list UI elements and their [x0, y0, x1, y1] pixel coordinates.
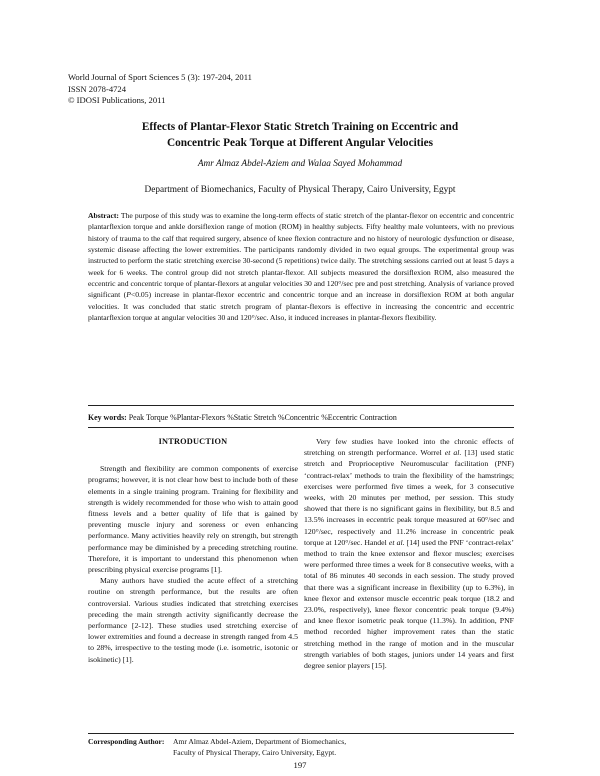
- keywords-bottom-rule: [88, 427, 514, 428]
- intro-paragraph-1: Strength and flexibility are common components of exercise programs; however, it is not clear how best to include both of these elements in a single training program. Training for flexibility and strength is widely recommended for those who wish to attain good fitness levels and a better quality of life that is gained by preventing muscle injury and soreness or even enhancing performance. Many activities heavily rely on strength, but strength performance may be diminished by a preceding stretching routine. Therefore, it is important to understand this phenomenon when prescribing physical exercise programs [1].: [88, 464, 298, 575]
- corresponding-author: [88, 736, 346, 758]
- page-number: 197: [293, 760, 307, 770]
- corresponding-label: Corresponding Author:: [88, 737, 165, 746]
- journal-info: [68, 72, 252, 107]
- right-paragraph-text-3: [14] used the PNF ‘contract-relax’ method to train the knee extensor and flexor muscles; exercises were performed three times a week for 8 consecutive weeks, with a total of 86 minutes 40 seconds in each session. The study proved that there was a significant increase in flexibility (up to 6.3%), in knee flexor and extensor muscle eccentric peak torque (18.2 and 23.0%, respectively), knee flexor concentric peak torque (9.4%) and knee flexor isometric peak torque (11.3%). In addition, PNF method recorded higher improvement rates than the static stretching method in the range of motion and in the muscular strength variables of both stages, juniors under 14 years and first degree senior players [15].: [304, 537, 514, 671]
- journal-copyright: © IDOSI Publications, 2011: [68, 95, 166, 106]
- abstract-text-continued: <0.05) increase in plantar-flexor eccentric and concentric torque and an increase in dorsiflexion ROM at both angular velocities. It was concluded that static stretch program of plantar-flexors is effective in increasing the concentric and eccentric plantarflexion torque at angular velocities 30 and 120°/sec. Also, it induced increases in plantar-flexors flexibility.: [88, 290, 514, 323]
- paper-title-line-1: Effects of Plantar-Flexor Static Stretch Training on Eccentric and: [141, 121, 459, 133]
- journal-citation: World Journal of Sport Sciences 5 (3): 197-204, 2011: [68, 72, 252, 82]
- paper-title-line-2: Concentric Peak Torque at Different Angular Velocities: [166, 136, 434, 149]
- footer-rule: [88, 733, 514, 734]
- et-al-italic: et al.: [444, 448, 462, 458]
- et-al-italic-2: et al.: [388, 537, 405, 547]
- paper-title: [60, 120, 540, 151]
- right-column: [304, 436, 514, 671]
- keywords-top-rule: [88, 405, 514, 406]
- keywords-label: Key words:: [88, 413, 127, 422]
- affiliation: Department of Biomechanics, Faculty of Physical Therapy, Cairo University, Egypt: [144, 185, 456, 195]
- intro-paragraph-2: Many authors have studied the acute effect of a stretching routine on strength performance, but the results are often controversial. Various studies indicated that stretching exercises preceding the main strength activity significantly decrease the performance [2-12]. These studies used stretching exercise of lower extremities and found a decrease in strength ranged from 4.5 to 28%, irrespective to the testing mode (i.e. isometric, isotonic or isokinetic) [1].: [88, 576, 298, 664]
- journal-issn: ISSN 2078-4724: [68, 83, 127, 94]
- abstract-label: Abstract:: [88, 211, 119, 220]
- right-paragraph-text: Very few studies have looked into the chronic effects of stretching on strength performance. Worrel: [304, 437, 514, 458]
- left-column: [88, 436, 298, 665]
- right-paragraph-text-2: [13] used static stretch and Proprioceptive Neuromuscular facilitation (PNF) ‘contract-relax’ methods to train the flexibility of the hamstrings; exercises were performed five times a week, for 3 consecutive weeks, with 20 minutes per method, per session. This study showed that there is no significant gains in flexibility, but 8.5 and 13.5% increases in eccentric peak torque measured at 60°/sec and 120°/sec, respectively and 11.2% increase in concentric peak torque at 120°/sec. Handel: [304, 448, 514, 547]
- keywords-text: Peak Torque %Plantar-Flexors %Static Stretch %Concentric %Eccentric Contraction: [128, 413, 397, 422]
- right-paragraph-1: [304, 436, 514, 671]
- corresponding-line-1: Amr Almaz Abdel-Aziem, Department of Biomechanics,: [173, 737, 347, 746]
- introduction-heading: INTRODUCTION: [158, 437, 228, 446]
- authors: Amr Almaz Abdel-Aziem and Walaa Sayed Mohammad: [197, 159, 403, 169]
- abstract: [88, 210, 514, 323]
- abstract-p-symbol: P: [126, 290, 131, 300]
- abstract-text: The purpose of this study was to examine the long-term effects of static stretch of the plantar-flexor on eccentric and concentric plantarflexion torque and ankle dorsiflexion range of motion (ROM) in healthy subjects. Fifty healthy male volunteers, with no previous history of trauma to the calf that required surgery, absence of knee flexion contracture and no history of neurologic dysfunction or disease, systemic disease affecting the lower extremities. The participants randomly divided in two equal groups. The experimental group was instructed to perform the static stretching exercise 30-second (5 repetitions) twice daily. The stretching sessions carried out at least 5 days a week for 6 weeks. The control group did not stretch plantar-flexor. All subjects measured the dorsiflexion ROM, also measured the eccentric and concentric torque of plantar-flexors at angular velocities 30 and 120°/sec pre and post stretching. Analysis of variance proved significant (: [88, 211, 514, 300]
- corresponding-line-2: Faculty of Physical Therapy, Cairo University, Egypt.: [173, 748, 337, 757]
- keywords: [88, 413, 514, 422]
